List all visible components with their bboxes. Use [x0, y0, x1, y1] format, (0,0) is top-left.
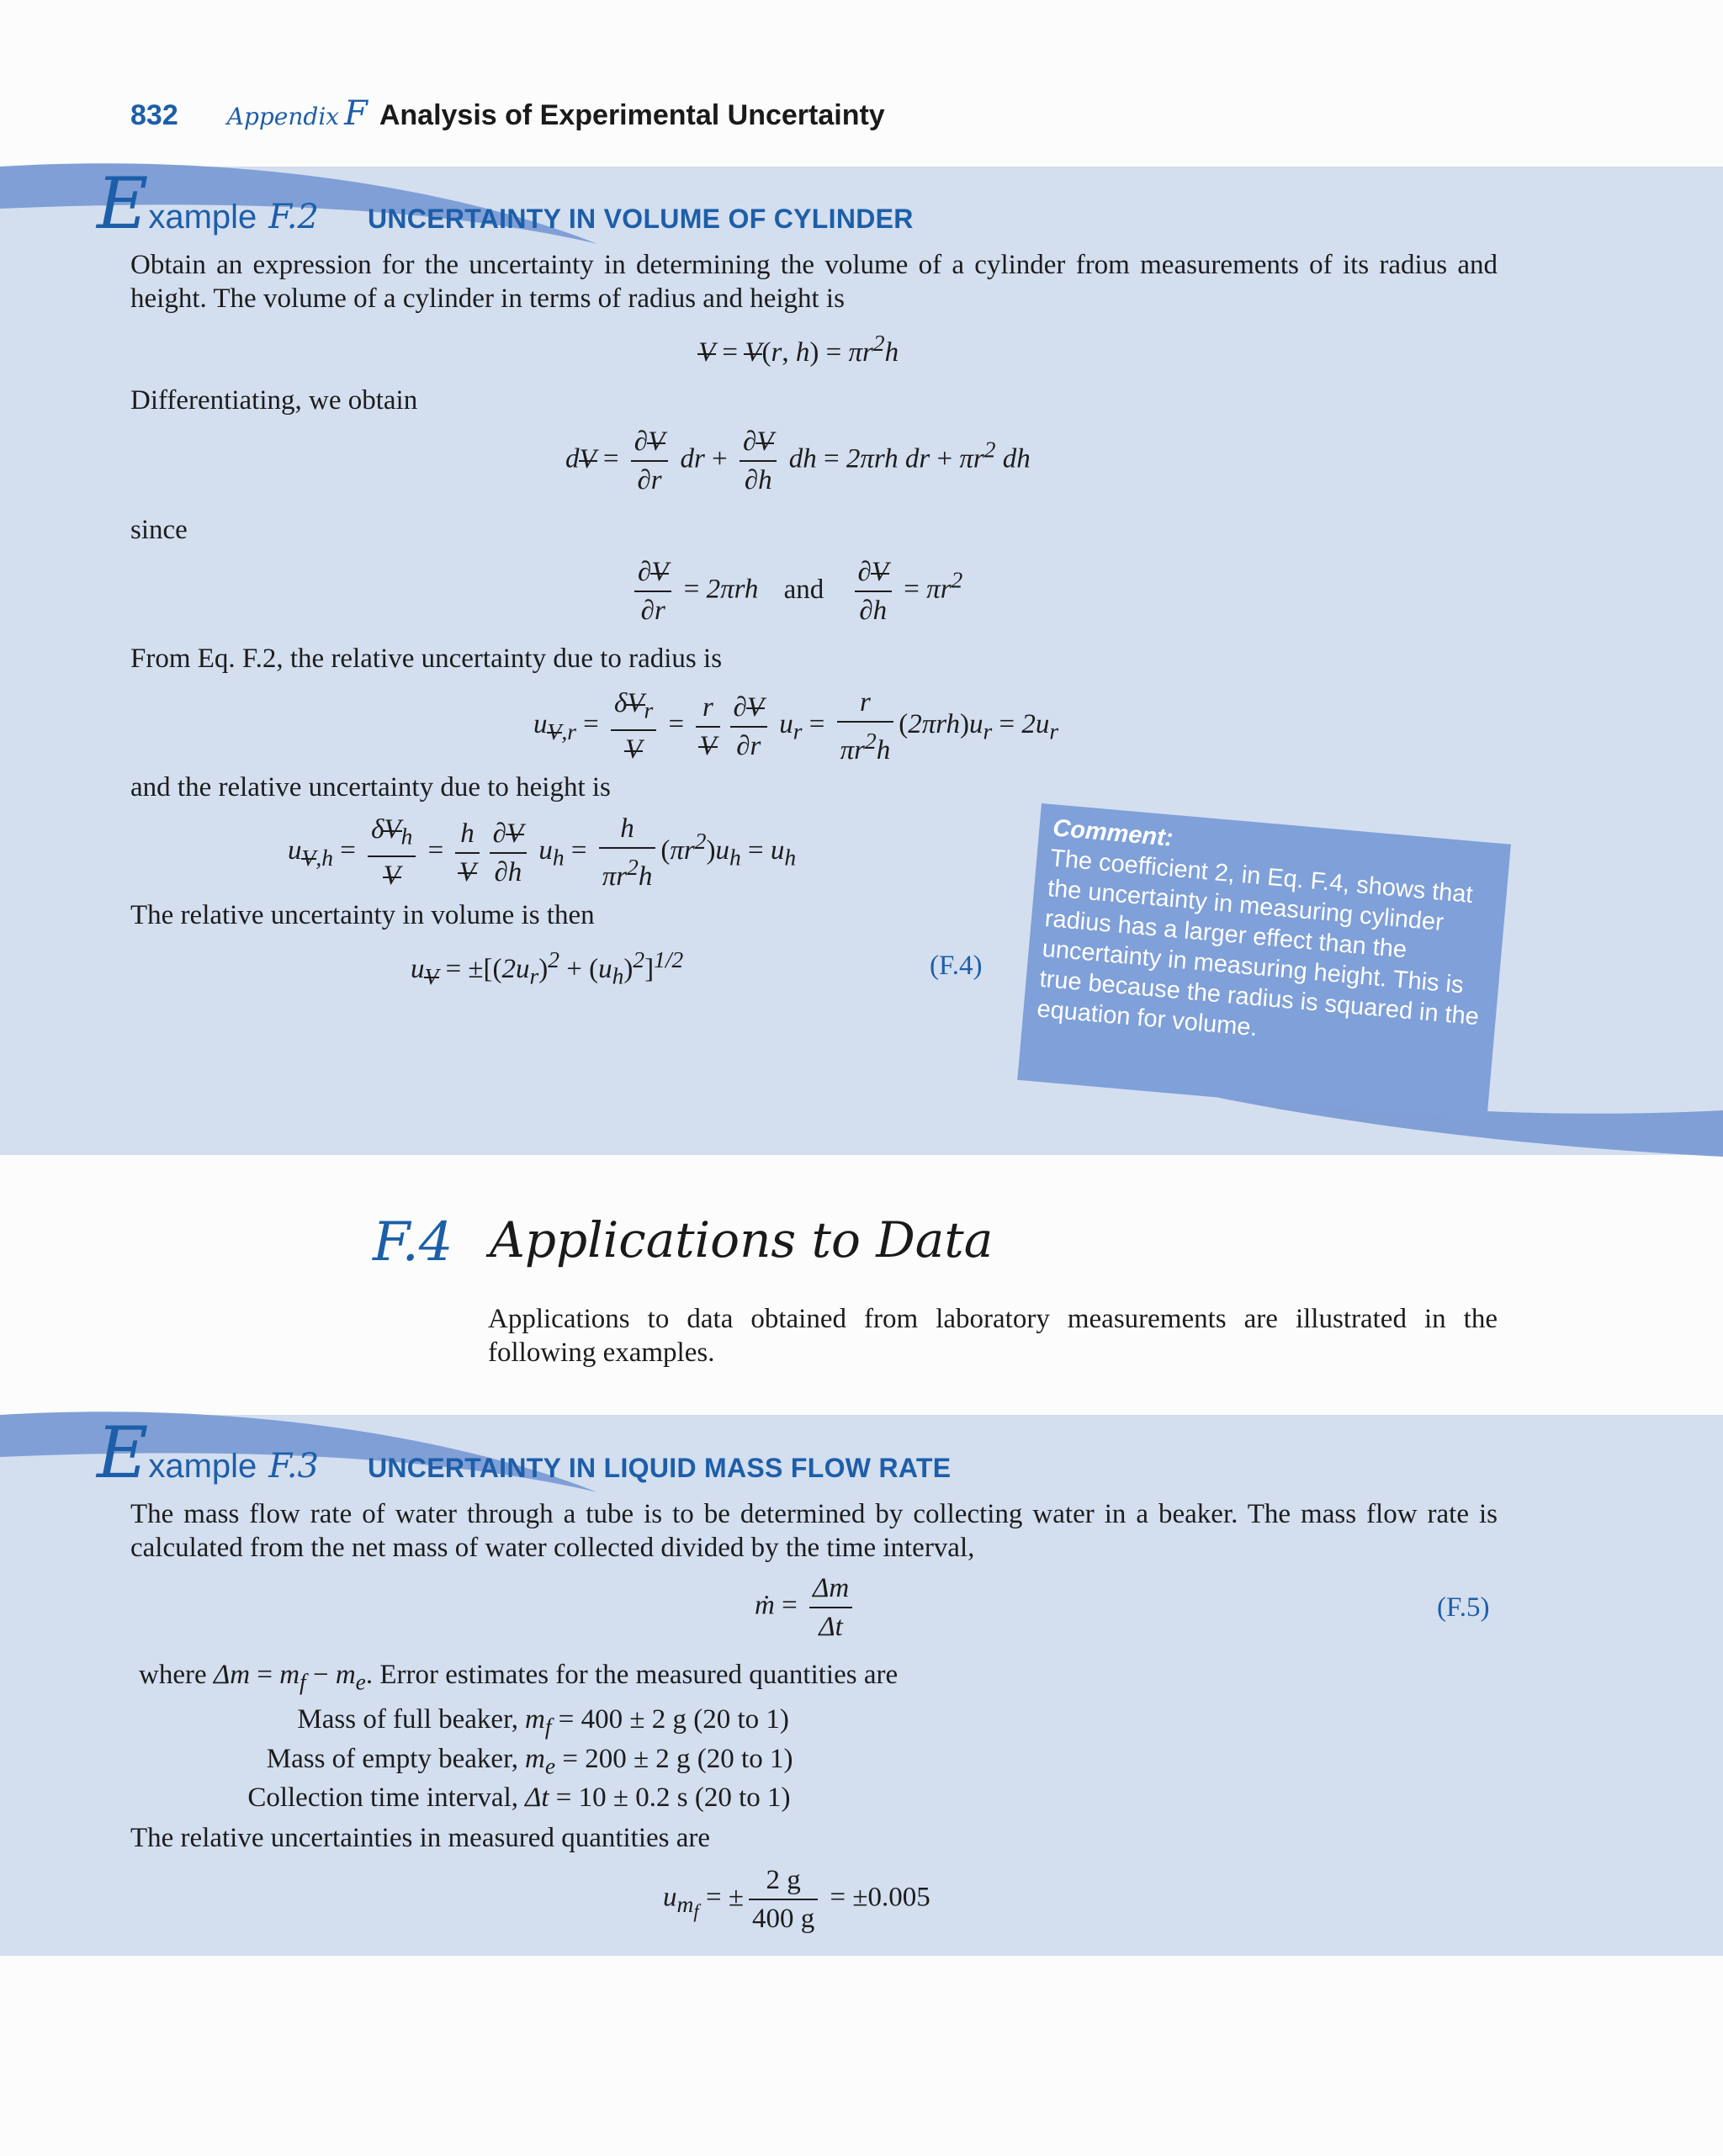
height-uncertainty-equation: $u_{V,h}$ = $\frac{\delta V_h}{V}$ = $\frac{h}{V}$ $\frac{\partial V}{\partial h}$ $u_h$ = $\frac{h}{\pi r^2h}$ $(\pi r^2)u_h = u_h$ — [288, 813, 797, 892]
where-text: where $\Delta m = m_f - m_e$. Error estimates for the measured quantities are — [139, 1660, 899, 1695]
example-title: UNCERTAINTY IN VOLUME OF CYLINDER — [367, 204, 914, 234]
total-uncertainty-equation: $u_V = \pm[(2u_r)^2 + (u_h)^2]^{1/2}$ — [411, 946, 684, 989]
table-row: Mass of full beaker, $m_f$ = 400 ± 2 g (20 to 1) — [183, 1703, 793, 1743]
comment-heading: Comment: — [1052, 814, 1174, 852]
equation-label-f4: (F.4) — [930, 951, 983, 981]
mass-uncertainty-equation: $u_{m_f}$ = ± $\frac{2 g}{400 g}$ = ±0.005 — [663, 1865, 930, 1934]
and-word: and — [783, 574, 824, 605]
differentiating-text: Differentiating, we obtain — [130, 385, 418, 416]
example-f3-heading — [97, 1412, 952, 1494]
volume-uncertainty-text: The relative uncertainty in volume is then — [130, 900, 595, 930]
row-value: 10 ± 0.2 s (20 to 1) — [578, 1783, 791, 1814]
running-header — [130, 94, 885, 136]
example-number: F.2 — [268, 198, 319, 236]
example-f2-intro: Obtain an expression for the uncertainty in determining the volume of a cylinder from measurements of its radius and height. The volume of a cylinder in terms of radius and height is — [130, 250, 1498, 314]
error-estimates-table — [183, 1703, 793, 1814]
partial-derivatives: $\frac{\partial V}{\partial r}$ = 2πrh and $\frac{\partial V}{\partial h}$ = $\pi r^2$ — [629, 555, 962, 628]
radius-uncertainty-equation: $u_{V,r}$ = $\frac{\delta V_r}{V}$ = $\frac{r}{V}$ $\frac{\partial V}{\partial r}$ $u_r$ = $\frac{r}{\pi r^2h}$ $(2\pi rh)u_r = 2u_r$ — [533, 687, 1059, 765]
appendix-word: Appendix — [226, 103, 340, 130]
example-f3-intro: The mass flow rate of water through a tube is to be determined by collecting water in a beaker. The mass flow rate is calculated from the net mass of water collected divided by the time interval, — [130, 1499, 1498, 1563]
differential-equation: dV = $\frac{\partial V}{\partial r}$ dr + $\frac{\partial V}{\partial h}$ dh = 2πrh dr + $\pi r^2$ dh — [565, 426, 1031, 495]
table-row: Mass of empty beaker, $m_e$ = 200 ± 2 g (20 to 1) — [183, 1743, 793, 1783]
row-label: Mass of empty beaker, — [266, 1743, 518, 1774]
mass-flow-equation: ṁ = $\frac{\Delta m}{\Delta t}$ — [755, 1571, 857, 1644]
volume-equation: V = V(r, $h) = \pi r^2h$ — [698, 330, 899, 368]
row-label: Mass of full beaker, — [297, 1704, 518, 1735]
example-initial: E — [97, 1412, 149, 1494]
example-initial: E — [97, 162, 149, 245]
from-eq-text: From Eq. F.2, the relative uncertainty due to radius is — [130, 644, 723, 674]
appendix-letter: F — [344, 94, 368, 133]
example-f2-heading — [97, 162, 914, 245]
height-text: and the relative uncertainty due to height is — [130, 772, 611, 803]
example-word: xample — [148, 1448, 257, 1485]
since-text: since — [130, 515, 188, 545]
example-title: UNCERTAINTY IN LIQUID MASS FLOW RATE — [367, 1453, 952, 1483]
equation-label-f5: (F.5) — [1437, 1592, 1490, 1623]
table-row: Collection time interval, Δt = 10 ± 0.2 s (20 to 1) — [183, 1782, 793, 1814]
comment-text: The coefficient 2, in Eq. F.4, shows that the uncertainty in measuring cylinder radius has a larger effect than the uncertainty in measuring height. This is true because the radius is squared in the equation for volume. — [1036, 845, 1481, 1042]
example-number: F.3 — [268, 1447, 319, 1486]
section-title: Applications to Data — [490, 1211, 994, 1269]
row-value: 400 ± 2 g (20 to 1) — [581, 1704, 789, 1735]
example-word: xample — [148, 199, 257, 236]
chapter-title: Analysis of Experimental Uncertainty — [379, 99, 885, 131]
relative-uncertainties-text: The relative uncertainties in measured quantities are — [130, 1823, 711, 1853]
row-label: Collection time interval, — [247, 1783, 518, 1814]
section-text: Applications to data obtained from laboratory measurements are illustrated in the following examples. — [488, 1304, 1498, 1368]
page-number: 832 — [130, 99, 178, 131]
section-number: F.4 — [373, 1211, 453, 1274]
comment-box — [1017, 803, 1511, 1121]
row-value: 200 ± 2 g (20 to 1) — [585, 1743, 793, 1774]
